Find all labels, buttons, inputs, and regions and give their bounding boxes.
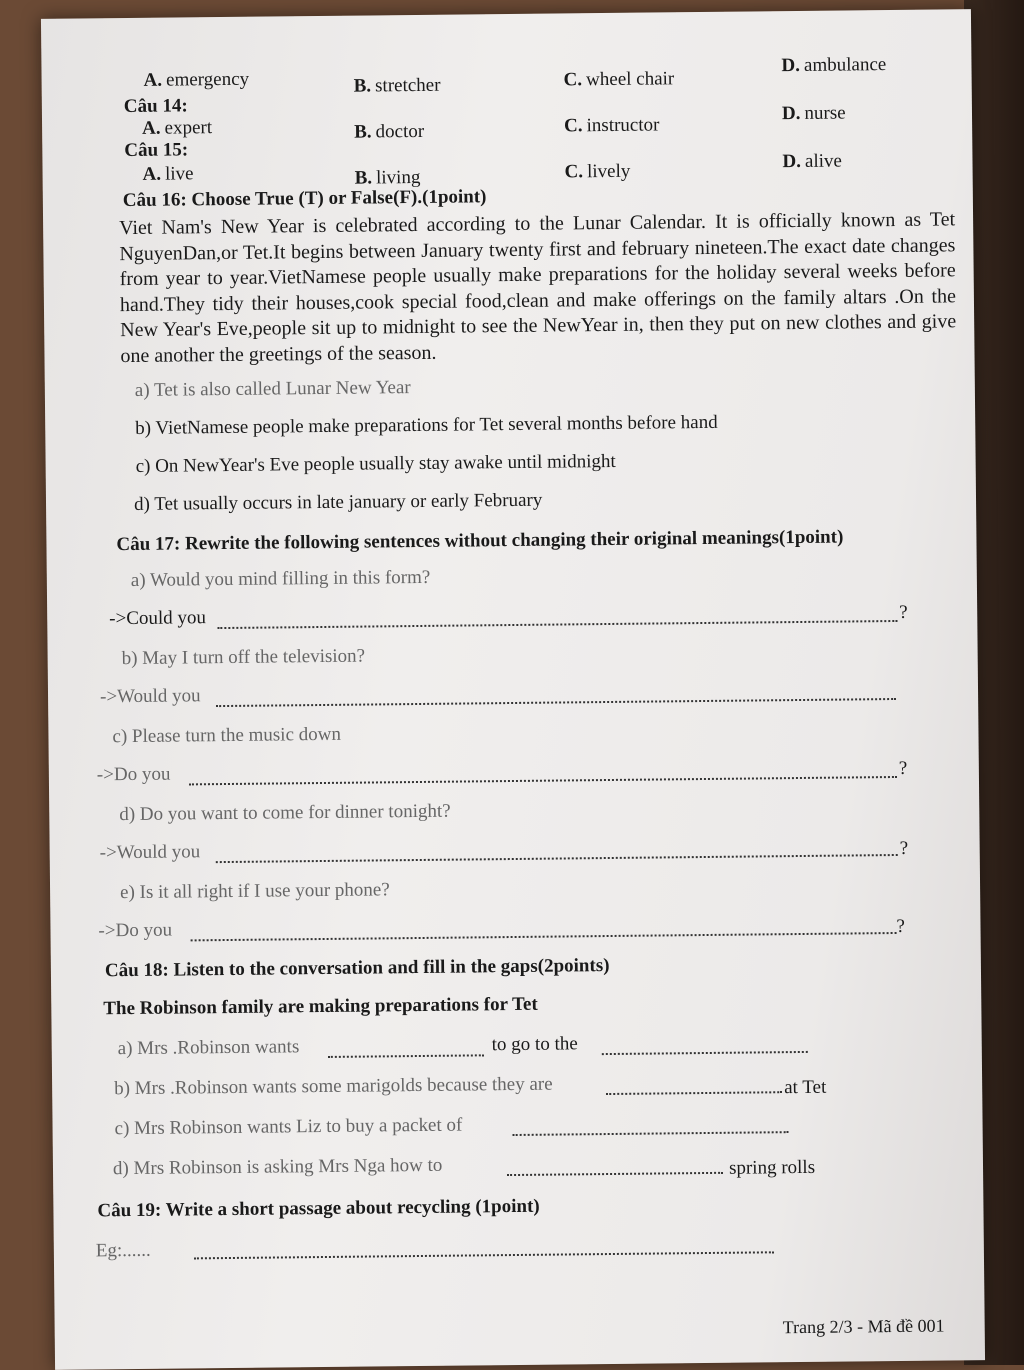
q18-item-d-end: spring rolls (728, 1156, 816, 1179)
q15-option-b: B. living (354, 166, 421, 189)
q16-item-b: b) VietNamese people make preparations for Tet several months before hand (135, 411, 718, 439)
q17-answer-a-end: ? (899, 601, 908, 623)
q17-answer-b-line[interactable] (216, 698, 896, 707)
q15-option-d: D. alive (782, 150, 843, 173)
q17-answer-d-label: ->Would you (99, 841, 201, 864)
q17-prompt-d: d) Do you want to come for dinner tonight? (119, 800, 451, 826)
q13-option-c: C. wheel chair (563, 68, 675, 91)
q18-item-b-end: at Tet (784, 1076, 827, 1099)
q18-item-a-gap-2[interactable] (602, 1051, 808, 1055)
page-footer: Trang 2/3 - Mã đề 001 (782, 1315, 945, 1338)
q15-option-a: A. live (142, 163, 194, 185)
q13-option-a: A. emergency (143, 68, 250, 91)
q18-item-c-gap[interactable] (513, 1131, 789, 1136)
q17-prompt-b: b) May I turn off the television? (121, 645, 366, 670)
q17-answer-a-line[interactable] (217, 620, 897, 629)
q17-answer-c-end: ? (898, 757, 908, 779)
q17-answer-d-line[interactable] (216, 854, 898, 863)
q13-option-d: D. ambulance (781, 54, 887, 77)
q16-item-a: a) Tet is also called Lunar New Year (134, 377, 411, 401)
q14-option-b: B. doctor (354, 120, 425, 143)
q17-answer-e-label: ->Do you (98, 919, 173, 942)
q17-answer-e-end: ? (896, 915, 906, 937)
q16-passage: Viet Nam's New Year is celebrated according to the Lunar Calendar. It is officially known as Tet NguyenDan,or Tet.It begins between January twenty first and february nineteen.The exact date changes from year to year.VietNamese people usually make preparations for the holiday several weeks before hand.They tidy their houses,cook special food,clean and make offerings on the family altars .On the New Year's Eve,people sit up to midnight to see the NewYear in, then they put on new clothes and give one another the greetings of the season. (119, 208, 957, 367)
q18-title: Câu 18: Listen to the conversation and fill in the gaps(2points) (104, 955, 610, 982)
q13-option-b: B. stretcher (353, 74, 441, 97)
q14-option-c: C. instructor (563, 114, 660, 137)
q18-subtitle: The Robinson family are making preparations for Tet (103, 993, 538, 1020)
q17-answer-b-label: ->Would you (99, 685, 201, 708)
q17-prompt-c: c) Please turn the music down (112, 723, 342, 748)
q18-item-a-gap-1[interactable] (328, 1054, 484, 1058)
q19-answer-line[interactable] (194, 1251, 774, 1259)
q17-answer-d-end: ? (899, 837, 909, 859)
q18-item-d-gap[interactable] (507, 1172, 723, 1176)
q16-title: Câu 16: Choose True (T) or False(F).(1point) (122, 186, 487, 212)
q16-item-c: c) On NewYear's Eve people usually stay awake until midnight (135, 450, 616, 477)
q14-label: Câu 14: (123, 95, 188, 118)
q14-option-d: D. nurse (781, 102, 846, 125)
q19-answer-label: Eg:...... (95, 1239, 151, 1262)
q18-item-a-mid: to go to the (491, 1033, 578, 1056)
q17-prompt-e: e) Is it all right if I use your phone? (119, 879, 390, 904)
q17-answer-e-line[interactable] (191, 932, 897, 941)
q16-item-d: d) Tet usually occurs in late january or early February (133, 489, 543, 515)
q18-item-d-start: d) Mrs Robinson is asking Mrs Nga how to (112, 1154, 443, 1180)
q18-item-a-start: a) Mrs .Robinson wants (117, 1036, 300, 1060)
q15-label: Câu 15: (124, 139, 189, 162)
q17-answer-c-line[interactable] (189, 776, 897, 785)
q17-answer-c-label: ->Do you (96, 763, 171, 786)
q18-item-b-gap[interactable] (606, 1091, 782, 1095)
q18-item-c-start: c) Mrs Robinson wants Liz to buy a packet of (114, 1114, 463, 1140)
q17-answer-a-label: ->Could you (109, 607, 207, 630)
exam-page (41, 9, 985, 1370)
q17-title: Câu 17: Rewrite the following sentences without changing their original meanings(1point) (116, 526, 844, 556)
q18-item-b-start: b) Mrs .Robinson wants some marigolds because they are (114, 1073, 553, 1100)
q15-option-c: C. lively (564, 160, 631, 183)
q19-title: Câu 19: Write a short passage about recycling (1point) (97, 1195, 540, 1222)
q17-prompt-a: a) Would you mind filling in this form? (130, 566, 431, 591)
q14-option-a: A. expert (141, 117, 213, 139)
